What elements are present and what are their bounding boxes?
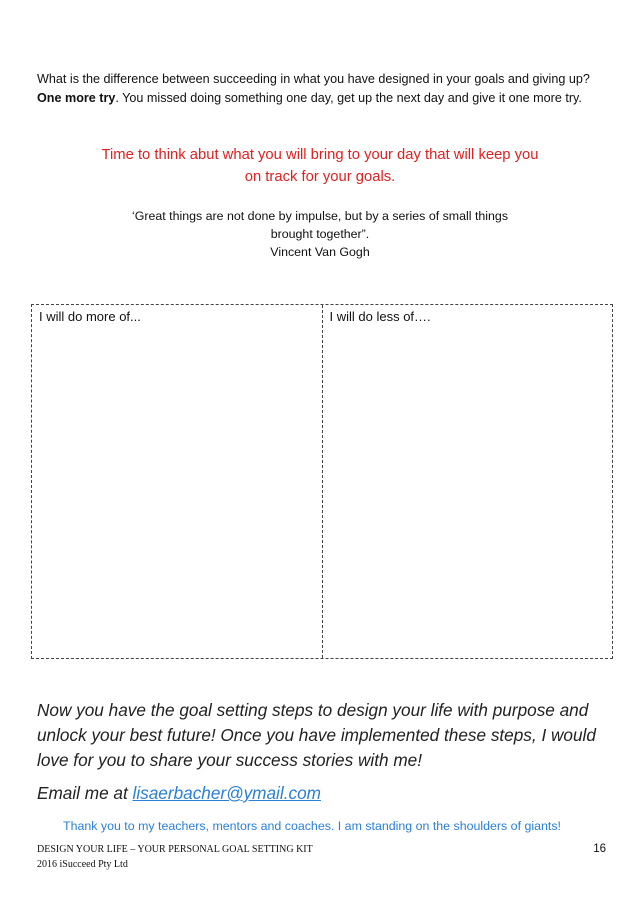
quote-line-1: ‘Great things are not done by impulse, but by a series of small things: [131, 209, 509, 223]
callout-heading: [60, 144, 580, 188]
do-more-label: I will do more of...: [39, 309, 141, 324]
page-footer: [37, 842, 577, 872]
callout-line-1: Time to think abut what you will bring to your day that will keep you: [101, 147, 539, 163]
footer-copyright: 2016 iSucceed Pty Ltd: [37, 859, 128, 870]
page-number: 16: [593, 843, 606, 855]
intro-paragraph: [37, 70, 597, 108]
quote-line-2: brought together”.: [270, 227, 370, 241]
intro-bold-phrase: One more try: [37, 91, 116, 105]
closing-paragraph: Now you have the goal setting steps to design your life with purpose and unlock your best future! Once you have implemented these steps, I would love for you to share your success stories with me!: [37, 700, 596, 770]
thanks-line: Thank you to my teachers, mentors and coaches. I am standing on the shoulders of giants!: [63, 819, 561, 833]
quote-author: Vincent Van Gogh: [270, 245, 370, 259]
do-less-label: I will do less of….: [329, 309, 431, 324]
email-link[interactable]: lisaerbacher@ymail.com: [132, 783, 321, 803]
footer-title: DESIGN YOUR LIFE – YOUR PERSONAL GOAL SETTING KIT: [37, 844, 313, 855]
email-line: [37, 781, 612, 805]
do-more-column[interactable]: [32, 305, 322, 658]
quote-block: [80, 207, 560, 261]
callout-line-2: on track for your goals.: [244, 169, 396, 185]
intro-text-end: . You missed doing something one day, get up the next day and give it one more try.: [115, 91, 582, 105]
worksheet-table: [31, 304, 613, 659]
email-prefix: Email me at: [37, 783, 133, 803]
do-less-column[interactable]: [322, 305, 613, 658]
intro-text-start: What is the difference between succeeding in what you have designed in your goals and giving up?: [37, 72, 590, 86]
